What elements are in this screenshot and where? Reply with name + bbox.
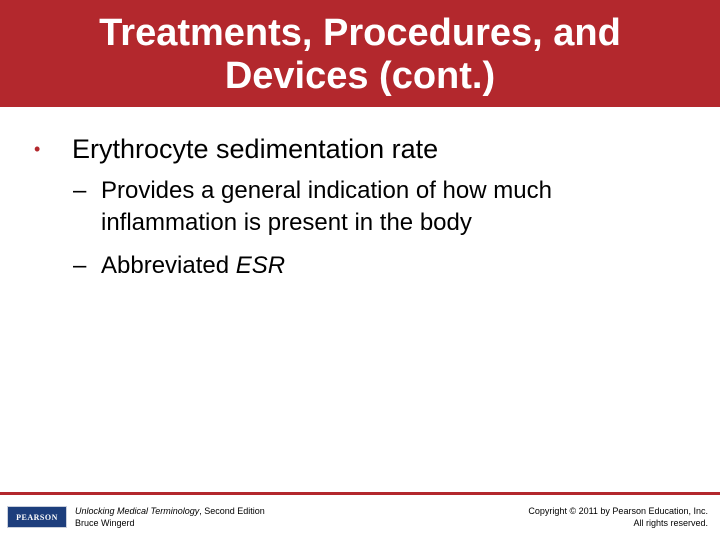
footer-rights-line: All rights reserved. [633,518,708,528]
sub-bullet-2-emphasis: ESR [235,252,286,279]
footer-copyright-line: Copyright © 2011 by Pearson Education, Inc. [528,506,708,516]
footer-book-line [75,505,265,517]
pearson-logo [7,506,67,528]
title-bar [0,0,720,107]
sub-bullet-2-prefix: Abbreviated [101,252,236,279]
footer-divider [0,492,720,495]
slide-title-line-2: Devices (cont.) [224,54,496,97]
bullet-marker: • [34,139,41,159]
pearson-logo-text: PEARSON [16,512,58,522]
sub-bullet-2-text [101,250,691,282]
sub-bullet-1-text: Provides a general indication of how much inflammation is present in the body [101,177,552,236]
bullet-main-text: Erythrocyte sedimentation rate [72,134,439,164]
slide-title [99,10,621,98]
footer-author: Bruce Wingerd [75,518,135,528]
footer-book-title: Unlocking Medical Terminology [75,506,200,516]
slide-title-line-1: Treatments, Procedures, and [99,11,621,54]
sub-bullet-marker: – [73,252,87,279]
footer-edition: , Second Edition [199,506,265,516]
footer-book-info [75,505,265,529]
sub-bullet-marker: – [73,177,87,204]
footer-copyright [528,505,708,529]
